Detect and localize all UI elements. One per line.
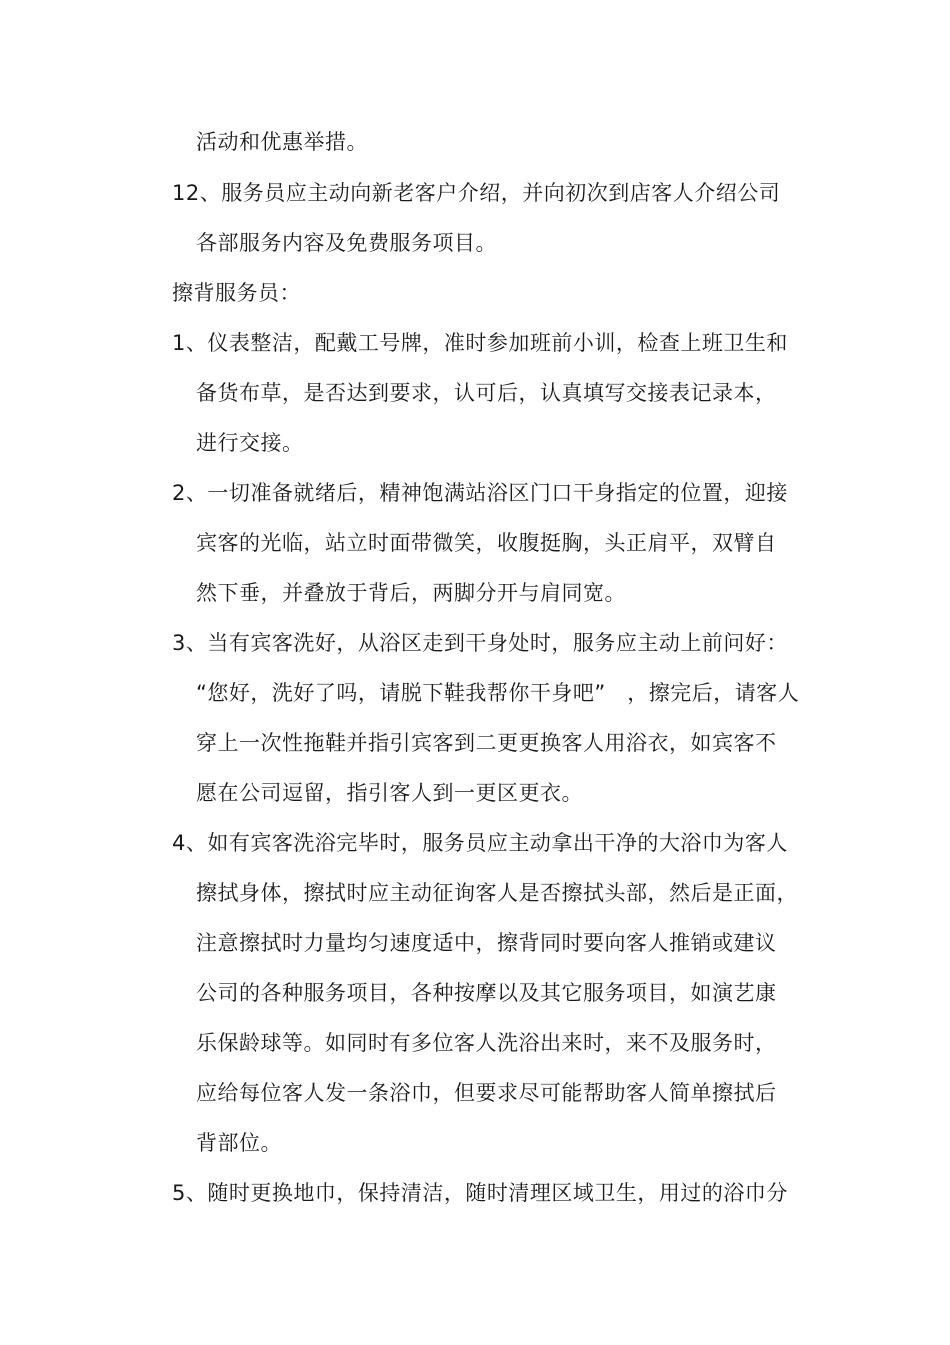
item-4-line-5: 乐保龄球等。如同时有多位客人洗浴出来时，来不及服务时，: [196, 1031, 777, 1055]
item-2-line-1: 2、一切准备就绪后，精神饱满站浴区门口干身指定的位置，迎接: [172, 481, 788, 505]
item-3-line-1: 3、当有宾客洗好，从浴区走到干身处时，服务应主动上前问好：: [172, 631, 788, 655]
item-4-line-4: 公司的各种服务项目，各种按摩以及其它服务项目，如演艺康: [196, 981, 777, 1005]
item-1-line-2: 备货布草，是否达到要求，认可后，认真填写交接表记录本，: [196, 381, 777, 405]
item-4-line-1: 4、如有宾客洗浴完毕时，服务员应主动拿出干净的大浴巾为客人: [172, 831, 788, 855]
item-3-line-4: 愿在公司逗留，指引客人到一更区更衣。: [196, 781, 583, 805]
item-2-line-2: 宾客的光临，站立时面带微笑，收腹挺胸，头正肩平，双臂自: [196, 531, 777, 555]
item-1-line-3: 进行交接。: [196, 431, 304, 455]
section-heading: 擦背服务员：: [172, 281, 301, 305]
item-12-line-1: 12、服务员应主动向新老客户介绍，并向初次到店客人介绍公司: [172, 181, 781, 205]
item-1-line-1: 1、仪表整洁，配戴工号牌，准时参加班前小训，检查上班卫生和: [172, 331, 788, 355]
text-line: 活动和优惠举措。: [196, 130, 368, 154]
item-4-line-2: 擦拭身体，擦拭时应主动征询客人是否擦拭头部，然后是正面，: [196, 881, 798, 905]
item-5-line-1: 5、随时更换地巾，保持清洁，随时清理区域卫生，用过的浴巾分: [172, 1181, 788, 1205]
item-3-line-2: “您好，洗好了吗，请脱下鞋我帮你干身吧” ，擦完后，请客人: [196, 681, 800, 705]
item-2-line-3: 然下垂，并叠放于背后，两脚分开与肩同宽。: [196, 581, 626, 605]
item-4-line-6: 应给每位客人发一条浴巾，但要求尽可能帮助客人简单擦拭后: [196, 1081, 777, 1105]
item-3-line-3: 穿上一次性拖鞋并指引宾客到二更更换客人用浴衣，如宾客不: [196, 731, 777, 755]
item-4-line-3: 注意擦拭时力量均匀速度适中，擦背同时要向客人推销或建议: [196, 931, 777, 955]
item-12-line-2: 各部服务内容及免费服务项目。: [196, 231, 497, 255]
item-4-line-7: 背部位。: [196, 1131, 282, 1155]
